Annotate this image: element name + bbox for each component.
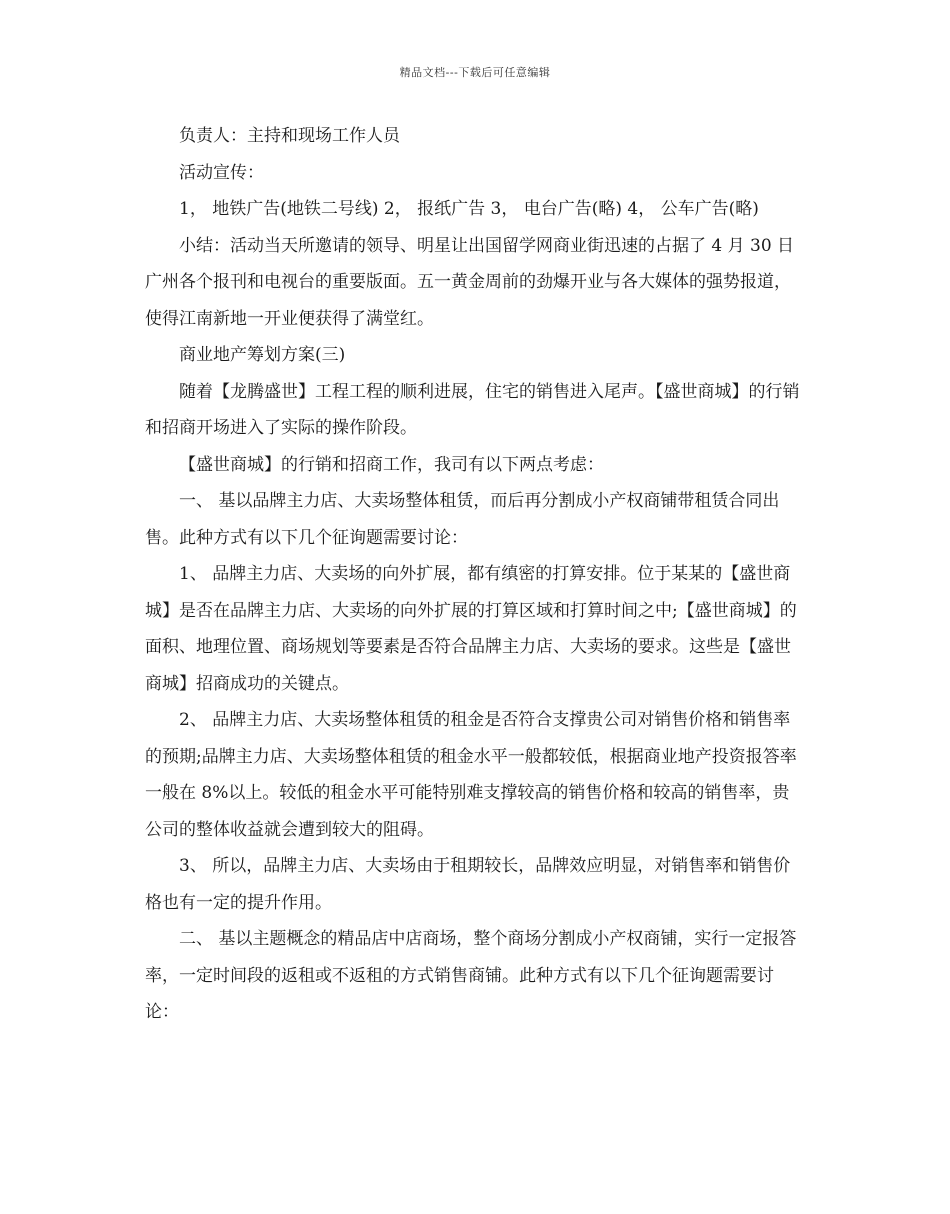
page-header: 精品文档---下载后可任意编辑: [399, 66, 551, 79]
paragraph-option-two: 二、 基以主题概念的精品店中店商场，整个商场分割成小产权商铺，实行一定报答率，一定时间段的返租或不返租的方式销售商铺。此种方式有以下几个征询题需要讨论：: [145, 929, 797, 1022]
paragraph-point-3: 3、 所以，品牌主力店、大卖场由于租期较长，品牌效应明显，对销售率和销售价格也有一定的提升作用。: [145, 856, 791, 913]
paragraph-promotion-heading: 活动宣传：: [179, 162, 264, 183]
paragraph-responsible-person: 负责人：主持和现场工作人员: [179, 126, 400, 146]
section-title: 商业地产筹划方案(三): [179, 345, 346, 365]
paragraph-point-1: 1、 品牌主力店、大卖场的向外扩展，都有缜密的打算安排。位于某某的【盛世商城】是否在品牌主力店、大卖场的向外扩展的打算区域和打算时间之中;【盛世商城】的面积、地理位置、商场规划等要素是否符合品牌主力店、大卖场的要求。这些是【盛世商城】招商成功的关键点。: [145, 564, 797, 694]
paragraph-option-one: 一、 基以品牌主力店、大卖场整体租赁，而后再分割成小产权商铺带租赁合同出售。此种方式有以下几个征询题需要讨论：: [145, 491, 780, 548]
paragraph-summary: 小结：活动当天所邀请的领导、明星让出国留学网商业街迅速的占据了 4 月 30 日广州各个报刊和电视台的重要版面。五一黄金周前的劲爆开业与各大媒体的强势报道，使得江南新地一开业便获得了满堂红。: [145, 235, 795, 329]
paragraph-point-2: 2、 品牌主力店、大卖场整体租赁的租金是否符合支撑贵公司对销售价格和销售率的预期;品牌主力店、大卖场整体租赁的租金水平一般都较低，根据商业地产投资报答率一般在 8%以上。较低的租金水平可能特别难支撑较高的销售价格和较高的销售率，贵公司的整体收益就会遭到较大的阻碍。: [145, 710, 797, 840]
paragraph-promotion-list: 1， 地铁广告(地铁二号线) 2， 报纸广告 3， 电台广告(略) 4， 公车广告(略): [179, 199, 759, 219]
paragraph-intro: 随着【龙腾盛世】工程工程的顺利进展，住宅的销售进入尾声。【盛世商城】的行销和招商开场进入了实际的操作阶段。: [145, 381, 800, 438]
document-body: [145, 118, 805, 1031]
paragraph-considerations: 【盛世商城】的行销和招商工作，我司有以下两点考虑：: [179, 454, 604, 475]
